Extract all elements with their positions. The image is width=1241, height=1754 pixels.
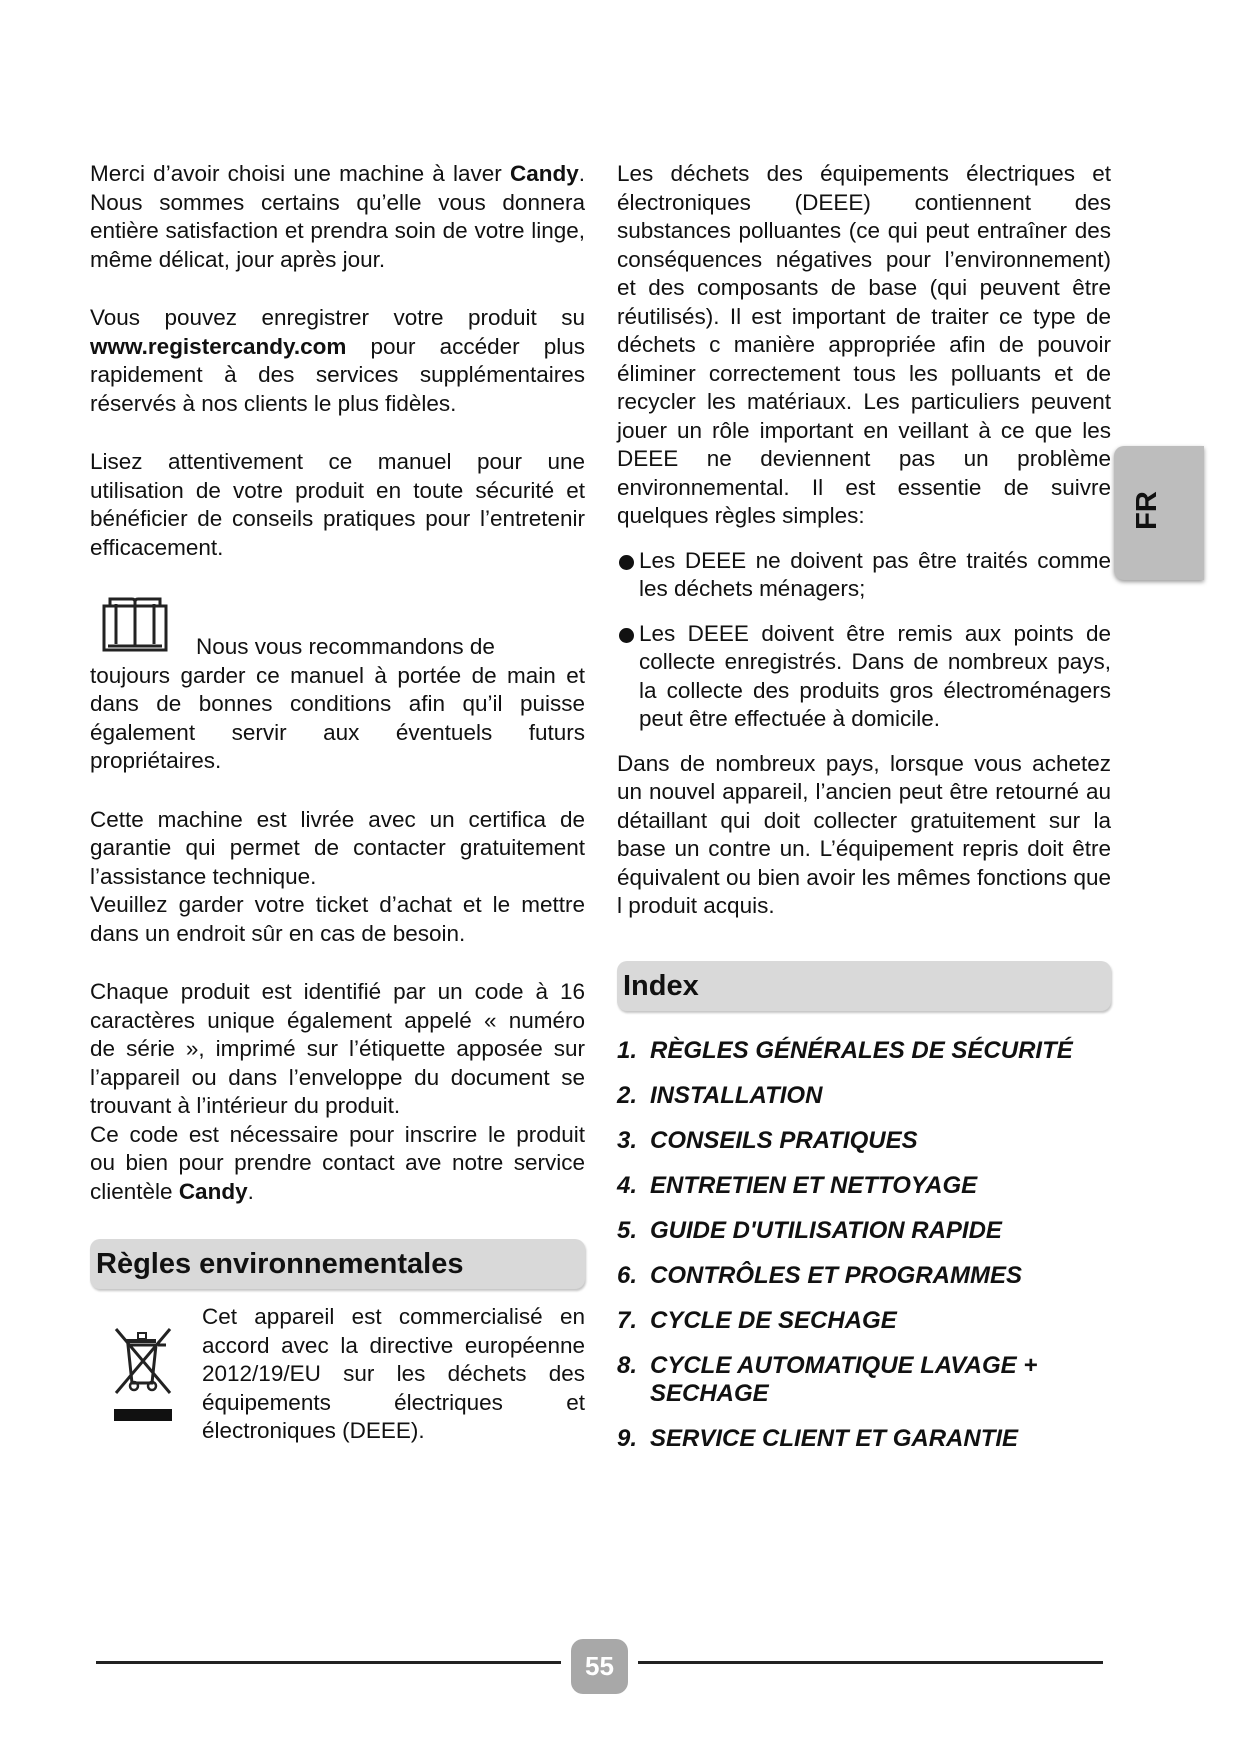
list-item: Les DEEE doivent être remis aux points de collecte enregistrés. Dans de nombreux pays, la collecte des produits gros électroménagers peut être effectuée à domicile.	[617, 620, 1111, 734]
serial-code-paragraph: Chaque produit est identifié par un code à 16 caractères unique également appelé « numéro de série », imprimé sur l’étiquette apposée sur l’appareil ou dans l’enveloppe du document se trouvant à l’intérieur du produit.	[90, 979, 585, 1118]
index-item[interactable]: 9. SERVICE CLIENT ET GARANTIE	[617, 1424, 1019, 1452]
index-item[interactable]: 8. CYCLE AUTOMATIQUE LAVAGE + SECHAGE	[617, 1351, 1038, 1407]
list-item: Les DEEE ne doivent pas être traités comme les déchets ménagers;	[617, 547, 1111, 604]
brand-name: Candy	[509, 161, 579, 186]
weee-directive-text: Cet appareil est commercialisé en accord avec la directive européenne 2012/19/EU sur les déchets des équipements électriques et électroniques (DEEE).	[202, 1304, 585, 1443]
weee-directive-block	[90, 1303, 585, 1446]
open-book-icon	[102, 596, 168, 652]
register-paragraph: Vous pouvez enregistrer votre produit su www.registercandy.com pour accéder plus rapidement à des services supplémentaires réservés à nos clients le plus fidèles.	[90, 305, 585, 416]
language-tab	[1114, 446, 1204, 580]
page-number: 55	[571, 1639, 628, 1694]
read-manual-paragraph: Lisez attentivement ce manuel pour une utilisation de votre produit en toute sécurité et bénéficier de conseils pratiques pour l’entretenir efficacement.	[90, 449, 585, 560]
bullet-icon	[619, 628, 634, 643]
index-item[interactable]: 7. CYCLE DE SECHAGE	[617, 1306, 897, 1334]
index-item[interactable]: 6. CONTRÔLES ET PROGRAMMES	[617, 1261, 1023, 1289]
bullet-icon	[619, 555, 634, 570]
keep-manual-paragraph: Nous vous recommandons de toujours garder ce manuel à portée de main et dans de bonnes conditions afin qu’il puisse également servir aux éventuels futurs propriétaires.	[90, 634, 585, 773]
brand-name: Candy	[178, 1178, 248, 1204]
footer-divider-left	[96, 1661, 561, 1664]
footer-divider-right	[638, 1661, 1103, 1664]
crossed-out-wheelie-bin-icon	[108, 1325, 178, 1425]
return-paragraph: Dans de nombreux pays, lorsque vous achetez un nouvel appareil, l’ancien peut être retourné au détaillant qui doit collecter gratuitement sur la base un contre un. L’équipement repris doit être équivalent ou bien avoir les mêmes fonctions que l produit acquis.	[617, 750, 1111, 918]
index-item[interactable]: 5. GUIDE D'UTILISATION RAPIDE	[617, 1216, 1002, 1244]
register-url: www.registercandy.com	[90, 333, 347, 359]
index-item[interactable]: 1. RÈGLES GÉNÉRALES DE SÉCURITÉ	[617, 1036, 1073, 1064]
keep-manual-block	[90, 596, 585, 776]
index-item[interactable]: 4. ENTRETIEN ET NETTOYAGE	[617, 1171, 978, 1199]
left-column	[90, 160, 585, 1446]
right-column	[617, 160, 1111, 1470]
code-usage-paragraph: Ce code est nécessaire pour inscrire le produit ou bien pour prendre contact ave notre service clientèle Candy.	[90, 1121, 585, 1204]
language-tab-label: FR	[1130, 491, 1163, 530]
weee-rules-list	[617, 547, 1111, 734]
intro-paragraph: Merci d’avoir choisi une machine à laver Candy. Nous sommes certains qu’elle vous donnera entière satisfaction et prendra soin de votre linge, même délicat, jour après jour.	[90, 161, 585, 272]
environment-heading: Règles environnementales	[90, 1239, 585, 1289]
index-list	[617, 1037, 1111, 1453]
weee-intro-paragraph: Les déchets des équipements électriques et électroniques (DEEE) contiennent des substances polluantes (ce qui peut entraîner des conséquences négatives pour l’environnement) et des composants de base (qui peuvent être réutilisés). Il est important de traiter ce type de déchets c manière appropriée afin de pouvoir éliminer correctement tous les polluants et de recycler les matériaux. Les particuliers peuvent jouer un rôle important en veillant à ce que les DEEE ne deviennent pas un problème environnemental. Il est essentie de suivre quelques règles simples:	[617, 161, 1111, 528]
receipt-paragraph: Veuillez garder votre ticket d’achat et le mettre dans un endroit sûr en cas de besoin.	[90, 892, 585, 946]
warranty-paragraph: Cette machine est livrée avec un certifica de garantie qui permet de contacter gratuitement l’assistance technique.	[90, 806, 585, 889]
index-item[interactable]: 2. INSTALLATION	[617, 1081, 823, 1109]
index-item[interactable]: 3. CONSEILS PRATIQUES	[617, 1126, 918, 1154]
index-heading: Index	[617, 961, 1111, 1011]
